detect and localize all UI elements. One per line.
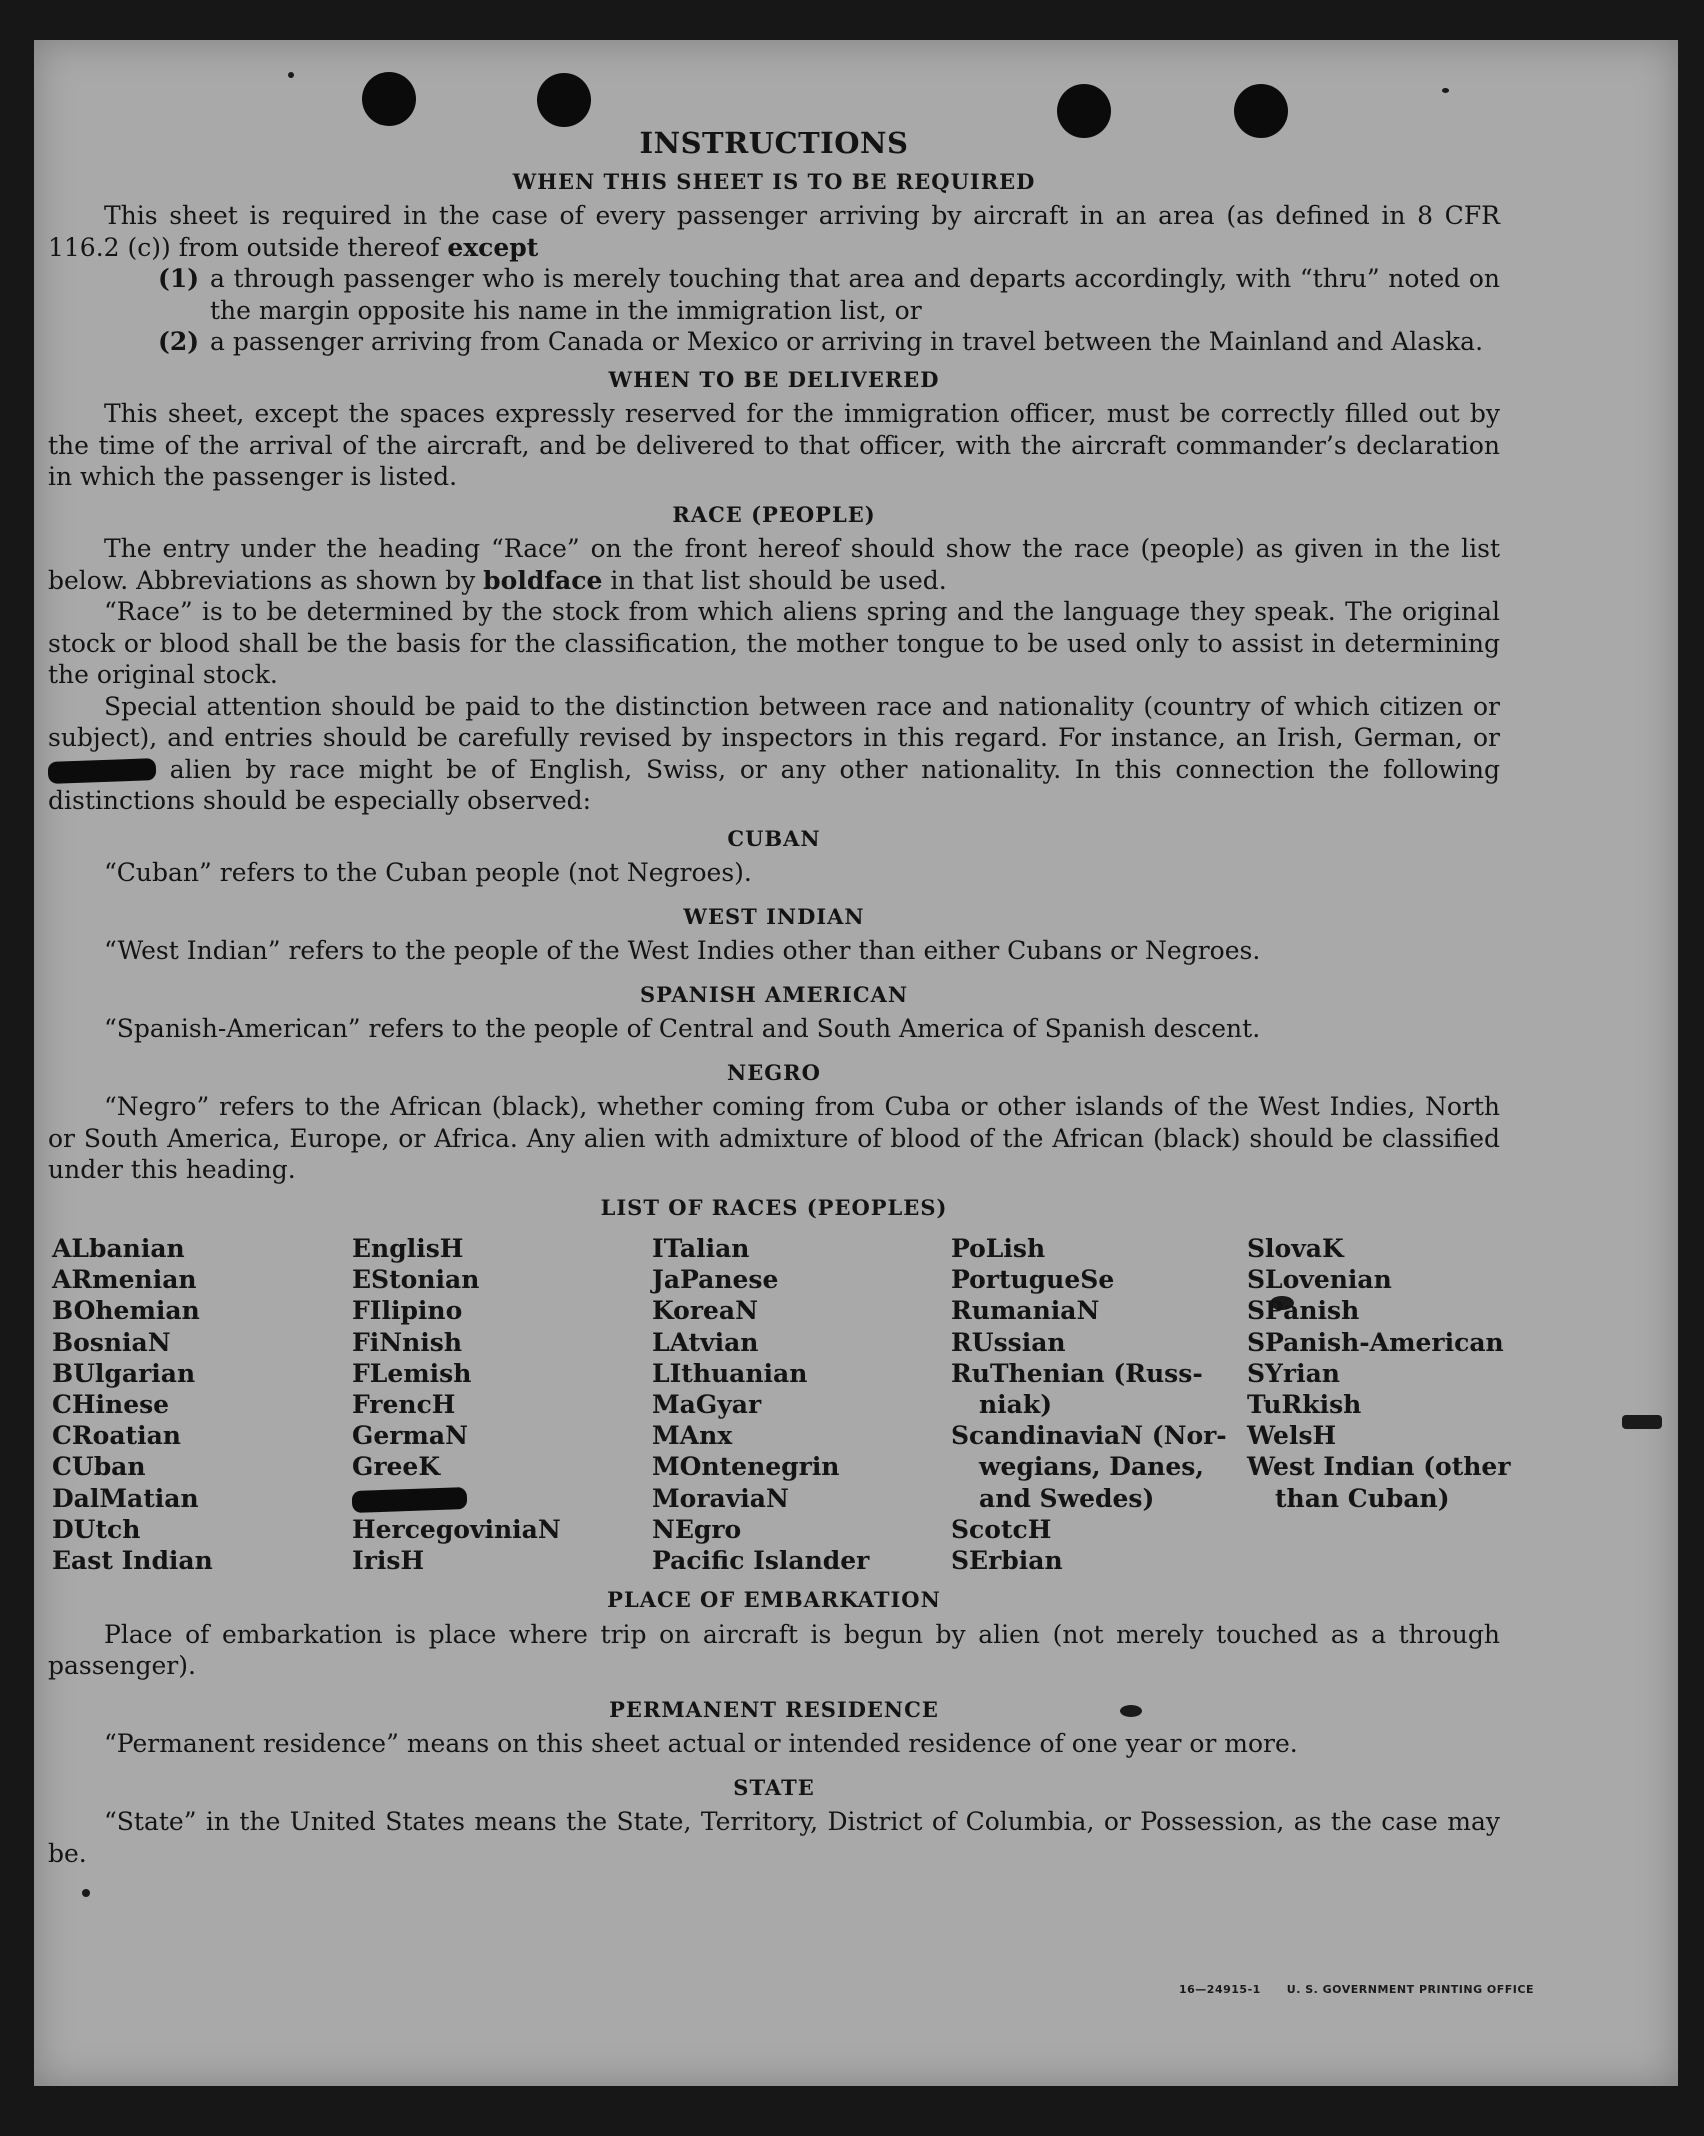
paragraph-cuban: “Cuban” refers to the Cuban people (not Negroes). <box>104 858 752 887</box>
race-entry: DalMatian <box>52 1483 199 1513</box>
race-entry: MaGyar <box>652 1390 762 1420</box>
exception-number: (2) <box>158 327 200 356</box>
race-entry: MOntenegrin <box>652 1452 840 1482</box>
paragraph-negro: “Negro” refers to the African (black), whether coming from Cuba or other islands of the West Indies, North or South America, Europe, or Africa. Any alien with admixture of blood of the African (black) should be classified under this heading. <box>48 1092 1500 1184</box>
paragraph-race-1 <box>48 533 1500 596</box>
paragraph-race-3 <box>48 691 1500 817</box>
race-entry: BUlgarian <box>52 1358 196 1388</box>
race-entry: JaPanese <box>652 1265 779 1295</box>
race-entry: KoreaN <box>652 1296 758 1326</box>
race-entry: WelsH <box>1247 1421 1337 1451</box>
race-entry: than Cuban) <box>1275 1483 1450 1513</box>
race-entry: MAnx <box>652 1421 733 1451</box>
redaction-mark <box>352 1487 468 1513</box>
paragraph-when-required <box>48 200 1500 263</box>
race-p1-text-end: in that list should be used. <box>610 565 947 595</box>
race-p3-text: Special attention should be paid to the distinction between race and nationality (country of which citizen or subject), and entries should be carefully revised by inspectors in this regard. For instance, an Irish, German, or <box>48 691 1500 752</box>
race-entry: niak) <box>979 1390 1053 1420</box>
speck <box>1442 88 1449 93</box>
race-entry: MoraviaN <box>652 1483 789 1513</box>
races-column <box>52 1233 352 1576</box>
race-entry: Pacific Islander <box>652 1546 870 1576</box>
race-entry: TuRkish <box>1247 1390 1362 1420</box>
race-entry: SPanish-American <box>1247 1327 1504 1357</box>
punch-hole <box>362 72 416 126</box>
redaction-mark <box>48 758 157 784</box>
race-entry: FiNnish <box>352 1327 463 1357</box>
race-entry: SPanish <box>1247 1296 1360 1326</box>
races-column <box>652 1233 951 1576</box>
race-entry: ITalian <box>652 1234 750 1263</box>
race-entry: SlovaK <box>1247 1234 1344 1263</box>
race-entry: RuThenian (Russ- <box>951 1358 1203 1388</box>
race-entry: SLovenian <box>1247 1265 1392 1295</box>
paragraph-west-indian: “West Indian” refers to the people of the West Indies other than either Cubans or Negroes. <box>104 936 1261 965</box>
heading-west-indian: WEST INDIAN <box>683 903 865 929</box>
heading-embarkation: PLACE OF EMBARKATION <box>607 1587 941 1613</box>
race-p3-text-end: alien by race might be of English, Swiss, or any other nationality. In this connection the following distinctions should be especially observed: <box>48 754 1500 815</box>
heading-race: RACE (PEOPLE) <box>672 501 876 527</box>
race-entry: PoLish <box>951 1234 1046 1263</box>
paragraph-when-delivered: This sheet, except the spaces expressly reserved for the immigration officer, must be correctly filled out by the time of the arrival of the aircraft, and be delivered to that officer, with the aircraft commander’s declaration in which the passenger is listed. <box>48 399 1500 491</box>
heading-spanish-american: SPANISH AMERICAN <box>639 981 909 1007</box>
document-title: INSTRUCTIONS <box>639 126 909 160</box>
race-p1-text: The entry under the heading “Race” on the front hereof should show the race (people) as given in the list below. Abbreviations as shown by <box>48 534 1500 595</box>
race-entry: FLemish <box>352 1358 472 1388</box>
race-p1-bold: boldface <box>483 565 603 595</box>
race-entry: ScotcH <box>951 1514 1052 1544</box>
redacted-race-entry <box>352 1483 652 1514</box>
races-column <box>352 1233 652 1576</box>
heading-negro: NEGRO <box>727 1059 821 1085</box>
race-entry: FIlipino <box>352 1296 463 1326</box>
race-entry: and Swedes) <box>979 1483 1155 1513</box>
race-entry: wegians, Danes, <box>979 1452 1204 1482</box>
heading-when-required: WHEN THIS SHEET IS TO BE REQUIRED <box>512 168 1036 194</box>
race-entry: BOhemian <box>52 1296 200 1326</box>
exception-item <box>48 326 1500 358</box>
intro-bold-word: except <box>447 232 539 262</box>
race-entry: RUssian <box>951 1327 1066 1357</box>
race-entry: FrencH <box>352 1390 456 1420</box>
race-entry: SErbian <box>951 1546 1063 1576</box>
race-entry: RumaniaN <box>951 1296 1100 1326</box>
exception-text: a passenger arriving from Canada or Mexico or arriving in travel between the Mainland and Alaska. <box>210 327 1484 356</box>
paragraph-residence: “Permanent residence” means on this sheet actual or intended residence of one year or more. <box>104 1729 1298 1759</box>
form-footer <box>1179 1983 1534 1996</box>
race-entry: GreeK <box>352 1452 441 1482</box>
races-column <box>1247 1233 1511 1576</box>
heading-list-of-races: LIST OF RACES (PEOPLES) <box>600 1194 948 1220</box>
race-entry: East Indian <box>52 1546 213 1576</box>
race-entry: NEgro <box>652 1514 742 1544</box>
races-column <box>951 1233 1247 1576</box>
race-entry: HercegoviniaN <box>352 1514 561 1544</box>
heading-residence: PERMANENT RESIDENCE <box>609 1696 939 1722</box>
race-entry: IrisH <box>352 1546 425 1576</box>
race-entry: EStonian <box>352 1265 480 1295</box>
race-entry: CRoatian <box>52 1421 181 1451</box>
race-entry: DUtch <box>52 1514 141 1544</box>
race-entry: ScandinaviaN (Nor- <box>951 1421 1227 1451</box>
race-entry: CHinese <box>52 1390 170 1420</box>
intro-text: This sheet is required in the case of every passenger arriving by aircraft in an area (as defined in 8 CFR 116.2 (c)) from outside thereof <box>48 201 1500 262</box>
race-entry: West Indian (other <box>1247 1452 1511 1482</box>
speck <box>82 1889 90 1897</box>
race-entry: CUban <box>52 1452 146 1482</box>
race-entry: EnglisH <box>352 1234 464 1263</box>
instructions-body <box>48 126 1511 1869</box>
race-entry: GermaN <box>352 1421 468 1451</box>
race-entry: ALbanian <box>52 1234 185 1263</box>
race-entry: ARmenian <box>52 1265 197 1295</box>
race-entry: PortugueSe <box>951 1265 1115 1295</box>
heading-when-delivered: WHEN TO BE DELIVERED <box>608 366 940 392</box>
form-number: 16—24915-1 <box>1179 1983 1261 1996</box>
speck <box>1622 1415 1662 1429</box>
printer-credit: U. S. GOVERNMENT PRINTING OFFICE <box>1286 1983 1534 1996</box>
race-entry: LAtvian <box>652 1327 759 1357</box>
speck <box>288 72 294 78</box>
race-entry: LIthuanian <box>652 1358 808 1388</box>
race-entry: SYrian <box>1247 1358 1340 1388</box>
paragraph-race-2: “Race” is to be determined by the stock from which aliens spring and the language they speak. The original stock or blood shall be the basis for the classification, the mother tongue to be used only to assist in determining the original stock. <box>48 597 1500 689</box>
heading-cuban: CUBAN <box>727 825 821 851</box>
paragraph-embarkation: Place of embarkation is place where trip on aircraft is begun by alien (not merely touched as a through passenger). <box>48 1619 1500 1681</box>
exception-item <box>48 263 1500 326</box>
paragraph-state: “State” in the United States means the State, Territory, District of Columbia, or Possession, as the case may be. <box>48 1807 1500 1868</box>
exception-number: (1) <box>158 264 200 293</box>
punch-hole <box>537 73 591 127</box>
paragraph-spanish-american: “Spanish-American” refers to the people of Central and South America of Spanish descent. <box>104 1014 1261 1043</box>
race-entry: BosniaN <box>52 1327 171 1357</box>
heading-state: STATE <box>733 1774 815 1800</box>
exception-text: a through passenger who is merely touching that area and departs accordingly, with “thru” noted on the margin opposite his name in the immigration list, or <box>210 264 1500 325</box>
races-list <box>52 1233 1511 1576</box>
